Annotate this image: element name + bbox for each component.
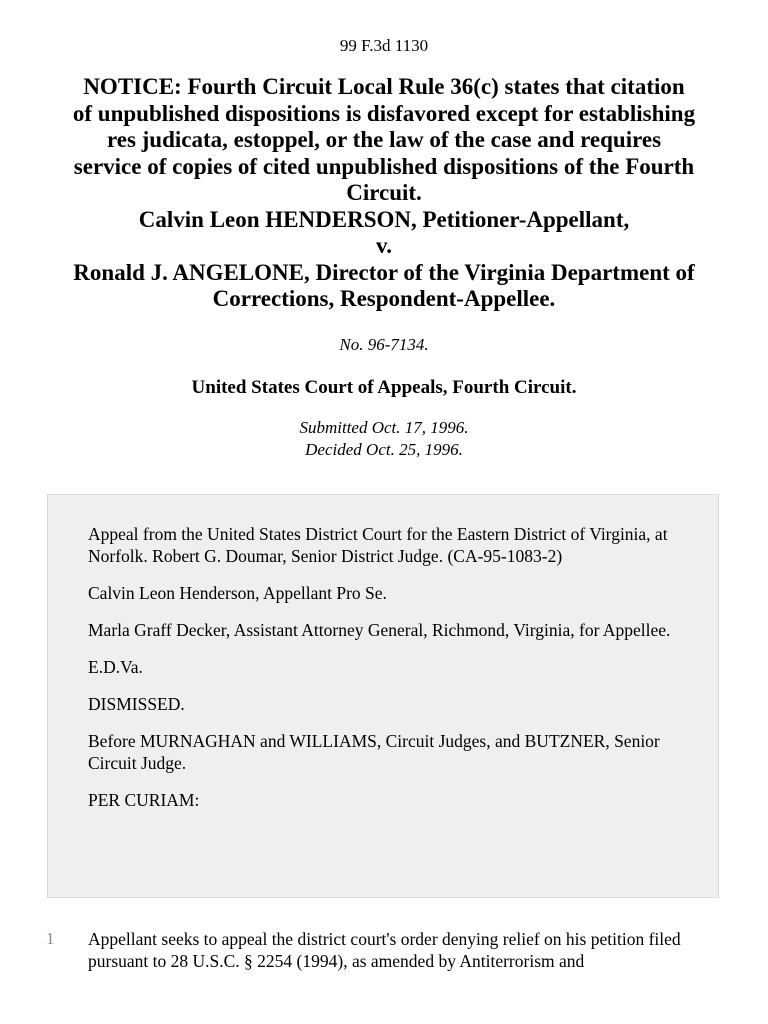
district: E.D.Va. — [88, 657, 143, 677]
disposition: DISMISSED. — [88, 694, 185, 714]
case-heading — [44, 74, 724, 313]
notice-line: service of copies of cited unpublished dispositions of the Fourth — [73, 153, 695, 179]
panel: Before MURNAGHAN and WILLIAMS, Circuit Judges, and BUTZNER, Senior Circuit Judge. — [88, 731, 660, 773]
petitioner-name: Calvin Leon HENDERSON, Petitioner-Appellant, — [138, 206, 630, 232]
per-curiam: PER CURIAM: — [88, 790, 200, 810]
opinion-paragraph — [0, 928, 768, 972]
submitted-date: Submitted Oct. 17, 1996. — [299, 417, 469, 437]
decided-date: Decided Oct. 25, 1996. — [305, 439, 463, 459]
court-name: United States Court of Appeals, Fourth Circuit. — [191, 376, 577, 398]
case-dates — [0, 417, 768, 461]
notice-line: of unpublished dispositions is disfavored except for establishing — [72, 100, 696, 126]
notice-line: Circuit. — [346, 180, 422, 205]
notice-line: NOTICE: Fourth Circuit Local Rule 36(c) states that citation — [83, 74, 685, 99]
appellee-counsel: Marla Graff Decker, Assistant Attorney General, Richmond, Virginia, for Appellee. — [88, 620, 671, 640]
docket-number: No. 96-7134. — [339, 334, 429, 354]
case-citation: 99 F.3d 1130 — [339, 36, 429, 55]
case-info-box — [47, 494, 719, 898]
appellant-counsel: Calvin Leon Henderson, Appellant Pro Se. — [88, 583, 387, 603]
paragraph-number: 1 — [46, 929, 55, 948]
versus: v. — [376, 233, 392, 258]
respondent-line: Corrections, Respondent-Appellee. — [212, 286, 556, 311]
respondent-line: Ronald J. ANGELONE, Director of the Virginia Department of — [73, 259, 695, 285]
appeal-from: Appeal from the United States District Court for the Eastern District of Virginia, at Norfolk. Robert G. Doumar, Senior District Judge. (CA-95-1083-2) — [88, 524, 668, 566]
notice-line: res judicata, estoppel, or the law of the case and requires — [106, 127, 662, 152]
paragraph-text: Appellant seeks to appeal the district court's order denying relief on his petition filed pursuant to 28 U.S.C. § 2254 (1994), as amended by Antiterrorism and — [88, 929, 681, 971]
